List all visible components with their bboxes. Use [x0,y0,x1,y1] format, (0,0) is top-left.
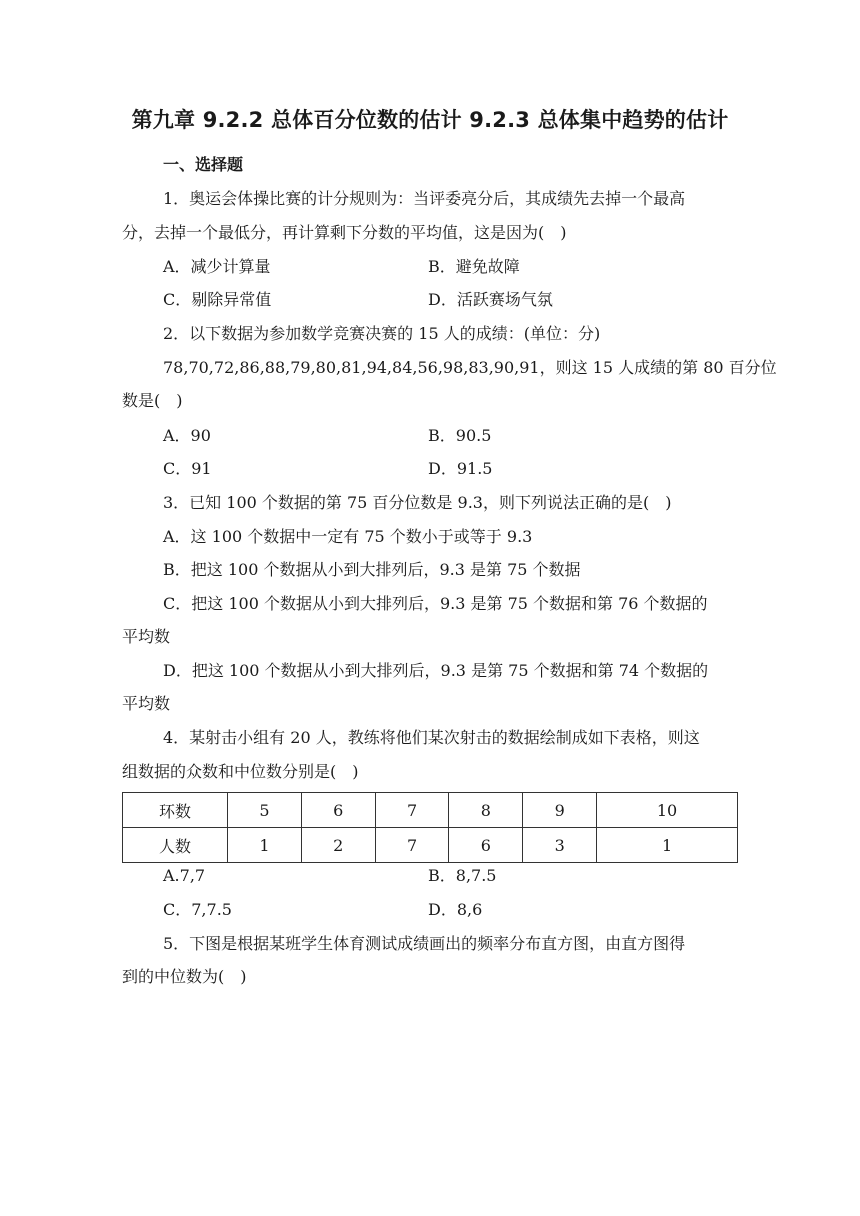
q1-option-d: D．活跃赛场气氛 [428,290,553,309]
section-heading: 一、选择题 [163,155,244,174]
q4-option-b: B．8,7.5 [428,866,497,885]
q2-option-a: A．90 [163,426,211,445]
table-cell: 2 [301,828,375,863]
q3-option-d-line2: 平均数 [122,694,171,713]
table-cell: 9 [523,793,597,828]
q1-option-b: B．避免故障 [428,257,520,276]
page-title: 第九章 9.2.2 总体百分位数的估计 9.2.3 总体集中趋势的估计 [131,108,729,132]
q3-option-c-line1: C．把这 100 个数据从小到大排列后，9.3 是第 75 个数据和第 76 个数据的 [163,594,708,613]
table-cell: 1 [228,828,302,863]
q3-option-c-line2: 平均数 [122,627,171,646]
table-cell: 人数 [123,828,228,863]
q4-option-d: D．8,6 [428,900,483,919]
q2-stem-line2: 78,70,72,86,88,79,80,81,94,84,56,98,83,90,91，则这 15 人成绩的第 80 百分位 [163,358,777,377]
q5-stem-line1: 5．下图是根据某班学生体育测试成绩画出的频率分布直方图，由直方图得 [163,934,686,953]
q1-option-a: A．减少计算量 [163,257,271,276]
table-row [123,828,738,863]
table-cell: 7 [375,793,449,828]
table-row [123,793,738,828]
q1-stem-line1: 1．奥运会体操比赛的计分规则为：当评委亮分后，其成绩先去掉一个最高 [163,189,686,208]
q5-stem-line2: 到的中位数为( ) [122,967,247,986]
table-cell: 3 [523,828,597,863]
q2-option-d: D．91.5 [428,459,493,478]
q2-option-c: C．91 [163,459,212,478]
q2-stem-line1: 2．以下数据为参加数学竞赛决赛的 15 人的成绩：(单位：分) [163,324,601,343]
q1-option-c: C．剔除异常值 [163,290,272,309]
q3-option-b: B．把这 100 个数据从小到大排列后，9.3 是第 75 个数据 [163,560,581,579]
table-cell: 7 [375,828,449,863]
shooting-data-table [122,792,738,863]
table-cell: 10 [597,793,738,828]
q4-option-a: A.7,7 [163,866,206,885]
table-cell: 6 [449,828,523,863]
q4-stem-line1: 4．某射击小组有 20 人，教练将他们某次射击的数据绘制成如下表格，则这 [163,728,700,747]
q1-stem-line2: 分，去掉一个最低分，再计算剩下分数的平均值，这是因为( ) [122,223,567,242]
q3-option-a: A．这 100 个数据中一定有 75 个数小于或等于 9.3 [163,527,533,546]
q4-option-c: C．7,7.5 [163,900,232,919]
q2-stem-line3: 数是( ) [122,391,183,410]
table-cell: 5 [228,793,302,828]
table-cell: 环数 [123,793,228,828]
q3-option-d-line1: D．把这 100 个数据从小到大排列后，9.3 是第 75 个数据和第 74 个数据的 [163,661,709,680]
table-cell: 1 [597,828,738,863]
table-cell: 8 [449,793,523,828]
table-cell: 6 [301,793,375,828]
q2-option-b: B．90.5 [428,426,492,445]
q3-stem: 3．已知 100 个数据的第 75 百分位数是 9.3，则下列说法正确的是( ) [163,493,672,512]
q4-stem-line2: 组数据的众数和中位数分别是( ) [122,762,359,781]
